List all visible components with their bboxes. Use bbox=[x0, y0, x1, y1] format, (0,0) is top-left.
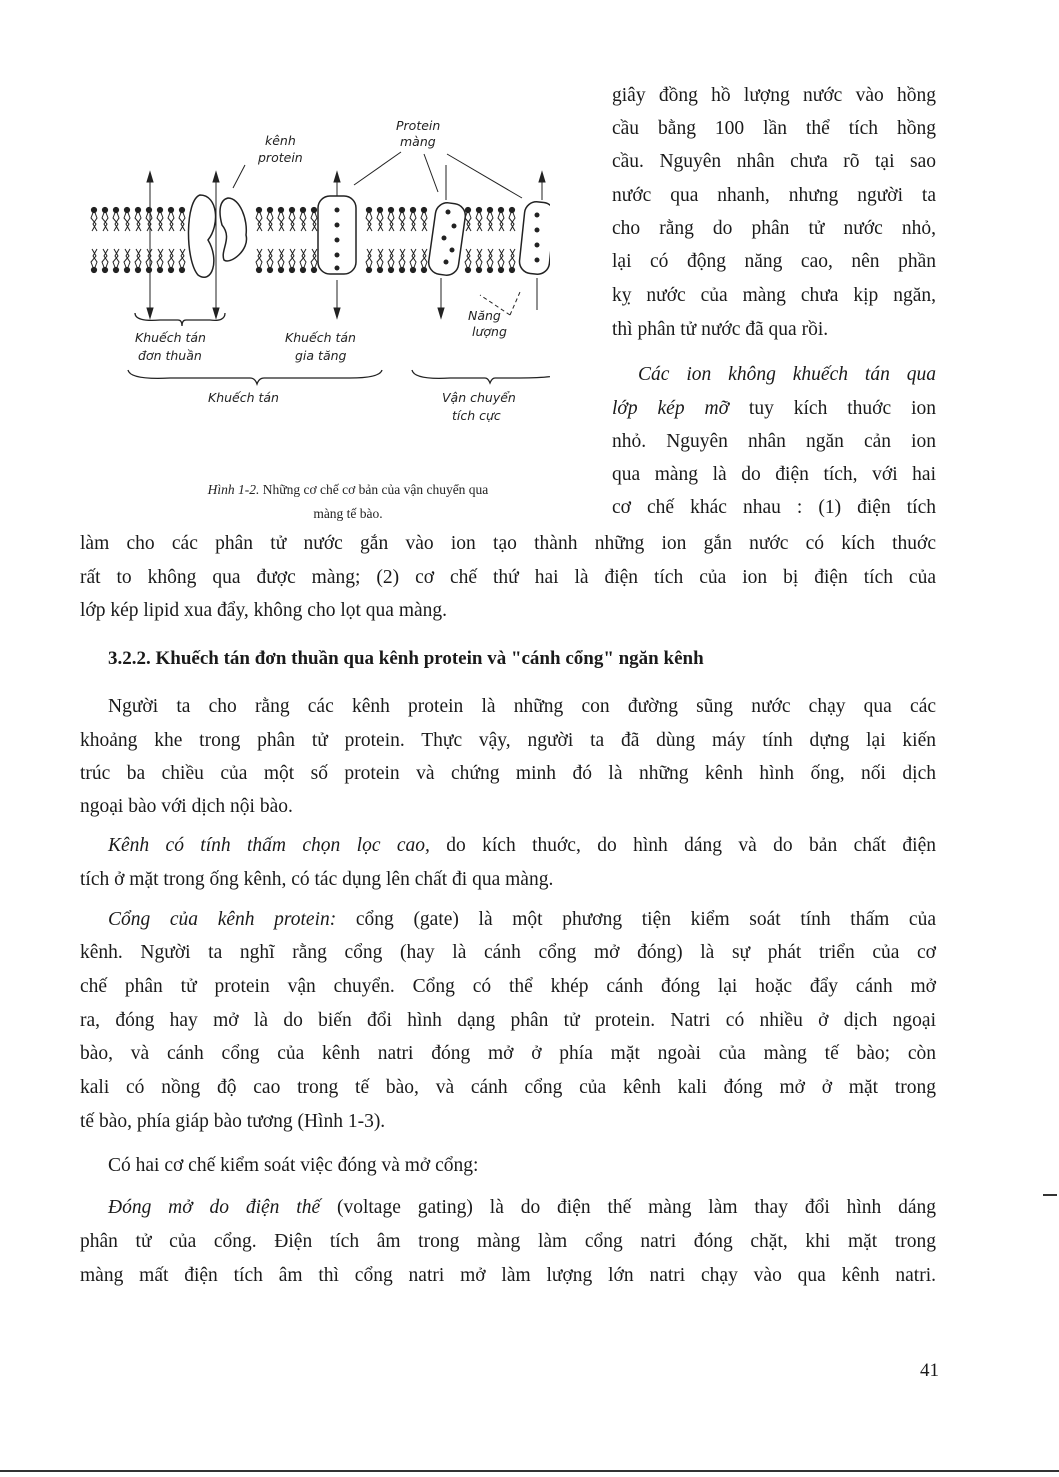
section-heading: 3.2.2. Khuếch tán đơn thuần qua kênh protein và "cánh cổng" ngăn kênh bbox=[108, 648, 704, 669]
lipid-tail bbox=[487, 249, 493, 270]
lipid-tail bbox=[256, 210, 262, 231]
text-line: rất to không qua được màng; (2) cơ chế thứ hai là điện tích của ion bị điện tích của bbox=[80, 567, 936, 588]
lipid-tail bbox=[311, 249, 317, 270]
lipid-tail bbox=[267, 249, 273, 270]
label-facilitated-diffusion-1: Khuếch tán bbox=[285, 330, 356, 345]
margin-mark bbox=[1043, 1194, 1057, 1196]
text-line: Cổng của kênh protein: cổng (gate) là một phương tiện kiểm soát tính thấm của bbox=[108, 909, 936, 930]
label-diffusion: Khuếch tán bbox=[208, 390, 279, 405]
text-line: tế bào, phía giáp bào tương (Hình 1-3). bbox=[80, 1111, 386, 1132]
label-energy-2: lượng bbox=[472, 324, 507, 339]
text-line: cho rằng do phân tử nước nhỏ, bbox=[612, 218, 936, 239]
text-line: trúc ba chiều của một số protein và chứng minh đó là những kênh hình ống, nối dịch bbox=[80, 763, 936, 784]
lipid-tail bbox=[168, 210, 174, 231]
lipid-tail bbox=[300, 249, 306, 270]
text-line: khoảng khe trong phân tử protein. Thực vậy, người ta đã dùng máy tính dựng lại kiến bbox=[80, 730, 936, 751]
label-simple-diffusion-1: Khuếch tán bbox=[135, 330, 206, 345]
label-facilitated-diffusion-2: gia tăng bbox=[295, 348, 347, 363]
text-line: cầu bằng 100 lần thể tích hồng bbox=[612, 118, 936, 139]
text-line: bào, và cánh cổng của kênh natri đóng mở ở phía mặt ngoài của màng tế bào; còn bbox=[80, 1043, 936, 1064]
text-line: chế phân tử protein vận chuyển. Cổng có thể khép cánh đóng lại hoặc đẩy cánh mở bbox=[80, 976, 936, 997]
figure-caption-line1: Hình 1-2. Những cơ chế cơ bản của vận chuyển qua bbox=[207, 482, 489, 497]
lipid-tail bbox=[487, 210, 493, 231]
label-energy-1: Năng bbox=[468, 308, 501, 323]
lipid-tail bbox=[399, 249, 405, 270]
lipid-tail bbox=[498, 210, 504, 231]
text-line: giây đồng hồ lượng nước vào hồng bbox=[612, 85, 936, 106]
label-membrane-protein-2: màng bbox=[400, 134, 436, 149]
lipid-tail bbox=[421, 210, 427, 231]
text-line: lớp kép lipid xua đẩy, không cho lọt qua màng. bbox=[80, 600, 448, 621]
figure-caption-line2: màng tế bào. bbox=[313, 506, 383, 521]
text-line: qua màng là do điện tích, với hai bbox=[612, 464, 936, 485]
lipid-tail bbox=[465, 249, 471, 270]
text-line: kỵ nước của màng chưa kịp ngăn, bbox=[612, 285, 936, 306]
page-edge bbox=[0, 1470, 1059, 1472]
lipid-tail bbox=[135, 210, 141, 231]
lipid-tail bbox=[377, 249, 383, 270]
lipid-tail bbox=[410, 210, 416, 231]
lipid-tail bbox=[135, 249, 141, 270]
label-active-transport-1: Vận chuyển bbox=[442, 390, 516, 405]
lipid-tail bbox=[476, 210, 482, 231]
lipid-tail bbox=[421, 249, 427, 270]
lipid-tail bbox=[388, 210, 394, 231]
text-line: Người ta cho rằng các kênh protein là những con đường sũng nước chạy qua các bbox=[108, 696, 936, 717]
lipid-tail bbox=[91, 249, 97, 270]
text-line: Kênh có tính thấm chọn lọc cao, do kích thuớc, do hình dáng và do bản chất điện bbox=[108, 835, 936, 856]
page-number: 41 bbox=[920, 1360, 939, 1381]
lipid-tail bbox=[388, 249, 394, 270]
lipid-tail bbox=[267, 210, 273, 231]
text-line: tích ở mặt trong ống kênh, có tác dụng lên chất đi qua màng. bbox=[80, 869, 554, 890]
lipid-tail bbox=[146, 210, 152, 231]
text-line: nhỏ. Nguyên nhân ngăn cản ion bbox=[612, 431, 936, 452]
lipid-tail bbox=[311, 210, 317, 231]
text-line: Các ion không khuếch tán qua bbox=[638, 364, 936, 385]
text-line: lớp kép mỡ tuy kích thuớc ion bbox=[612, 398, 936, 419]
text-line: Đóng mở do điện thế (voltage gating) là do điện thế màng làm thay đổi hình dáng bbox=[108, 1197, 936, 1218]
lipid-tail bbox=[146, 249, 152, 270]
label-membrane-protein-1: Protein bbox=[396, 118, 441, 133]
text-line: Có hai cơ chế kiểm soát việc đóng và mở cổng: bbox=[108, 1155, 479, 1176]
carrier-protein-active-2 bbox=[518, 201, 550, 276]
lipid-tail bbox=[289, 210, 295, 231]
lipid-tail bbox=[410, 249, 416, 270]
text-line: lại có động năng cao, nên phần bbox=[612, 251, 936, 272]
lipid-tail bbox=[509, 249, 515, 270]
text-line: ra, đóng hay mở là do biến đổi hình dạng phân tử protein. Natri có nhiều ở dịch ngoại bbox=[80, 1010, 936, 1031]
text-line: kênh. Người ta nghĩ rằng cổng (hay là cánh cổng mở đóng) là sự phát triển của cơ bbox=[80, 942, 936, 963]
lipid-tail bbox=[168, 249, 174, 270]
lipid-tail bbox=[278, 249, 284, 270]
text-line: nước qua nhanh, nhưng người ta bbox=[612, 185, 936, 206]
lipid-tail bbox=[179, 249, 185, 270]
lipid-tail bbox=[113, 210, 119, 231]
lipid-tail bbox=[465, 210, 471, 231]
lipid-tail bbox=[124, 249, 130, 270]
label-active-transport-2: tích cực bbox=[452, 408, 501, 423]
lipid-tail bbox=[377, 210, 383, 231]
lipid-tail bbox=[300, 210, 306, 231]
lipid-tail bbox=[179, 210, 185, 231]
text-line: màng mất điện tích âm thì cổng natri mở làm lượng lớn natri chạy vào qua kênh natri. bbox=[80, 1265, 936, 1286]
label-channel-protein-1: kênh bbox=[265, 133, 296, 148]
lipid-tail bbox=[91, 210, 97, 231]
membrane-transport-figure bbox=[90, 110, 550, 440]
lipid-tail bbox=[498, 249, 504, 270]
lipid-tail bbox=[476, 249, 482, 270]
lipid-tail bbox=[278, 210, 284, 231]
lipid-tail bbox=[102, 249, 108, 270]
text-line: ngoại bào với dịch nội bào. bbox=[80, 796, 293, 817]
text-line: phân tử của cổng. Điện tích âm trong màng làm cổng natri đóng chặt, khi mặt trong bbox=[80, 1231, 936, 1252]
lipid-tail bbox=[366, 249, 372, 270]
lipid-tail bbox=[289, 249, 295, 270]
channel-protein-left bbox=[188, 195, 215, 277]
label-simple-diffusion-2: đơn thuần bbox=[138, 348, 202, 363]
channel-protein-right bbox=[220, 198, 247, 261]
lipid-tail bbox=[157, 210, 163, 231]
label-channel-protein-2: protein bbox=[258, 150, 303, 165]
lipid-tail bbox=[509, 210, 515, 231]
lipid-tail bbox=[157, 249, 163, 270]
lipid-tail bbox=[102, 210, 108, 231]
lipid-tail bbox=[113, 249, 119, 270]
text-line: thì phân tử nước đã qua rồi. bbox=[612, 319, 829, 340]
lipid-tail bbox=[366, 210, 372, 231]
text-line: làm cho các phân tử nước gắn vào ion tạo thành những ion gắn nước có kích thuớc bbox=[80, 533, 936, 554]
text-line: cầu. Nguyên nhân chưa rõ tại sao bbox=[612, 151, 936, 172]
lipid-tail bbox=[399, 210, 405, 231]
text-line: kali có nồng độ cao trong tế bào, và cánh cổng của kênh kali đóng mở ở mặt trong bbox=[80, 1077, 936, 1098]
lipid-tail bbox=[256, 249, 262, 270]
text-line: cơ chế khác nhau : (1) điện tích bbox=[612, 497, 936, 518]
lipid-tail bbox=[124, 210, 130, 231]
